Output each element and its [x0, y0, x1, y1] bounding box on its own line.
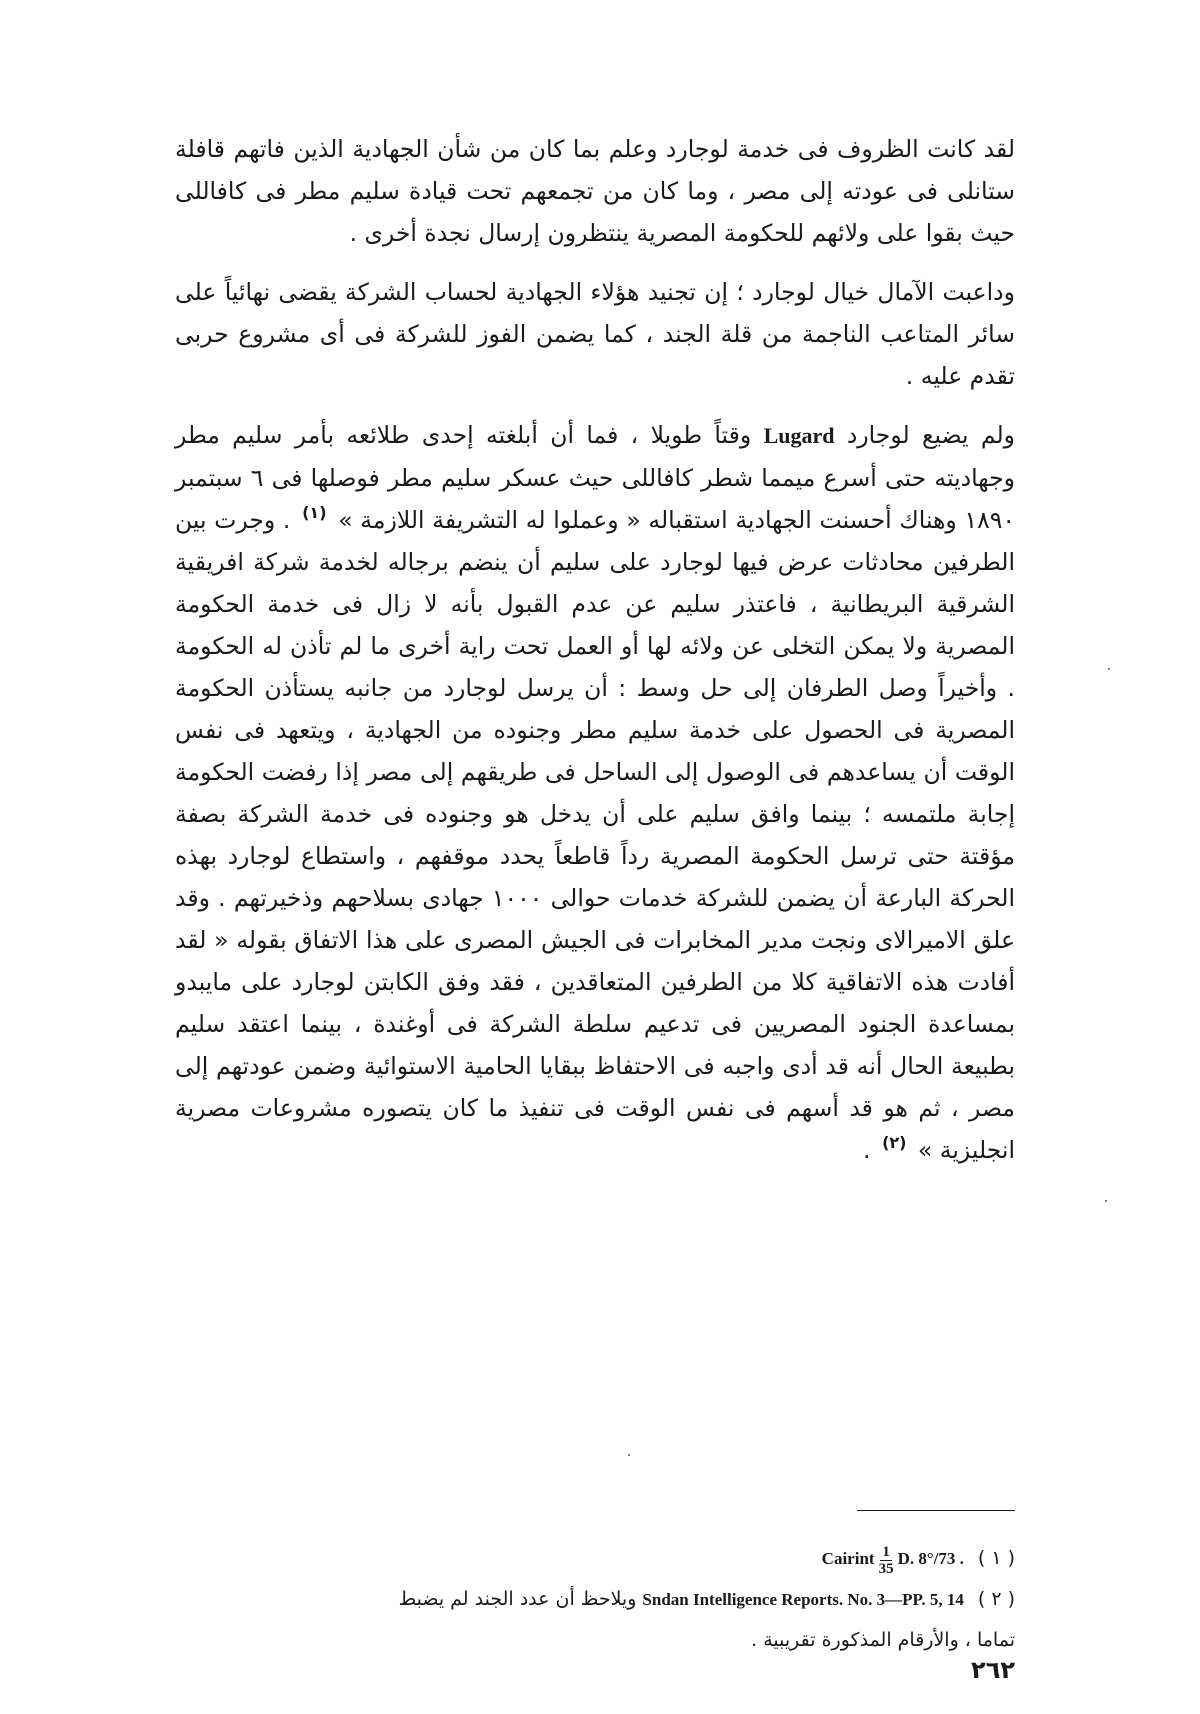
footnote-1-source: Cairint — [821, 1549, 875, 1568]
footnote-1-citation — [821, 1543, 964, 1577]
footnote-divider — [857, 1510, 1015, 1511]
paragraph-2: وداعبت الآمال خيال لوجارد ؛ إن تجنيد هؤلاء الجهادية لحساب الشركة يقضى نهائياً على سائر المتاعب الناجمة من قلة الجند ، كما يضمن الفوز للشركة فى أى مشروع حربى تقدم عليه . — [175, 278, 1015, 390]
paragraph-3-end: . — [863, 1136, 879, 1164]
footnotes — [175, 1538, 1015, 1660]
paragraph-3-mid: وقتاً طويلا ، فما أن أبلغته إحدى طلائعه بأمر سليم مطر وجهاديته حتى أسرع ميمما شطر كافاللى حيث عسكر سليم مطر فوصلها فى ٦ سبتمبر ١٨٩٠ وهناك أحسنت الجهادية استقباله « وعملوا له التشريفة اللازمة » — [175, 421, 1015, 534]
paragraph-3 — [175, 414, 1015, 1171]
footnote-1 — [175, 1538, 1015, 1579]
paragraph-3-start: ولم يضيع لوجارد — [834, 421, 1015, 449]
scan-speck — [1108, 668, 1110, 670]
body-text — [175, 128, 1015, 1188]
footnote-1-number: ( ١ ) — [977, 1547, 1015, 1569]
footnote-ref-2[interactable]: (٢) — [882, 1133, 907, 1152]
footnote-ref-1[interactable]: (١) — [302, 503, 327, 522]
paragraph-1: لقد كانت الظروف فى خدمة لوجارد وعلم بما كان من شأن الجهادية الذين فاتهم قافلة ستانلى فى عودته إلى مصر ، وما كان من تجمعهم تحت قيادة سليم مطر فى كافاللى حيث بقوا على ولائهم للحكومة المصرية ينتظرون إرسال نجدة أخرى . — [175, 135, 1015, 247]
scan-speck — [1105, 1200, 1107, 1202]
footnote-1-fraction — [879, 1544, 894, 1577]
footnote-2-number: ( ٢ ) — [977, 1588, 1015, 1610]
page-number: ٢٦٢ — [971, 1656, 1015, 1684]
fraction-numerator: 1 — [882, 1543, 890, 1560]
footnote-1-ref: D. 8°/73 . — [897, 1549, 964, 1568]
footnote-2 — [175, 1579, 1015, 1620]
footnote-2-source: Sndan Intelligence Reports. No. 3—PP. 5, 14 — [642, 1590, 964, 1609]
latin-name-lugard: Lugard — [763, 423, 835, 448]
footnote-2-note-line-1: ويلاحظ أن عدد الجند لم يضبط — [398, 1588, 637, 1610]
footnote-2-note-line-2: تماما ، والأرقام المذكورة تقريبية . — [751, 1629, 1015, 1651]
paragraph-3-continued: . وجرت بين الطرفين محادثات عرض فيها لوجارد على سليم أن ينضم برجاله لخدمة شركة افريقية الشرقية البريطانية ، فاعتذر سليم عن عدم القبول بأنه لا زال فى خدمة الحكومة المصرية ولا يمكن التخلى عن ولائه لها أو العمل تحت راية أخرى ما لم تأذن له الحكومة . وأخيراً وصل الطرفان إلى حل وسط : أن يرسل لوجارد من جانبه يستأذن الحكومة المصرية فى الحصول على خدمة سليم مطر وجنوده من الجهادية ، ويتعهد فى نفس الوقت أن يساعدهم فى الوصول إلى الساحل فى طريقهم إلى مصر إذا رفضت الحكومة إجابة ملتمسه ؛ بينما وافق سليم على أن يدخل هو وجنوده فى خدمة الشركة بصفة مؤقتة حتى ترسل الحكومة المصرية رداً قاطعاً يحدد موقفهم ، واستطاع لوجارد بهذه الحركة البارعة أن يضمن للشركة خدمات حوالى ١٠٠٠ جهادى بسلاحهم وذخيرتهم . وقد علق الاميرالاى ونجت مدير المخابرات فى الجيش المصرى على هذا الاتفاق بقوله « لقد أفادت هذه الاتفاقية كلا من الطرفين المتعاقدين ، فقد وفق الكابتن لوجارد على مايبدو بمساعدة الجنود المصريين فى تدعيم سلطة الشركة فى أوغندة ، بينما اعتقد سليم بطبيعة الحال أنه قد أدى واجبه فى الاحتفاظ ببقايا الحامية الاستوائية وضمن عودتهم إلى مصر ، ثم هو قد أسهم فى نفس الوقت فى تنفيذ ما كان يتصوره مشروعات مصرية انجليزية » — [175, 506, 1015, 1164]
scan-speck — [628, 1454, 630, 1456]
footnote-2-continued — [175, 1620, 1015, 1660]
fraction-denominator: 35 — [878, 1560, 894, 1577]
